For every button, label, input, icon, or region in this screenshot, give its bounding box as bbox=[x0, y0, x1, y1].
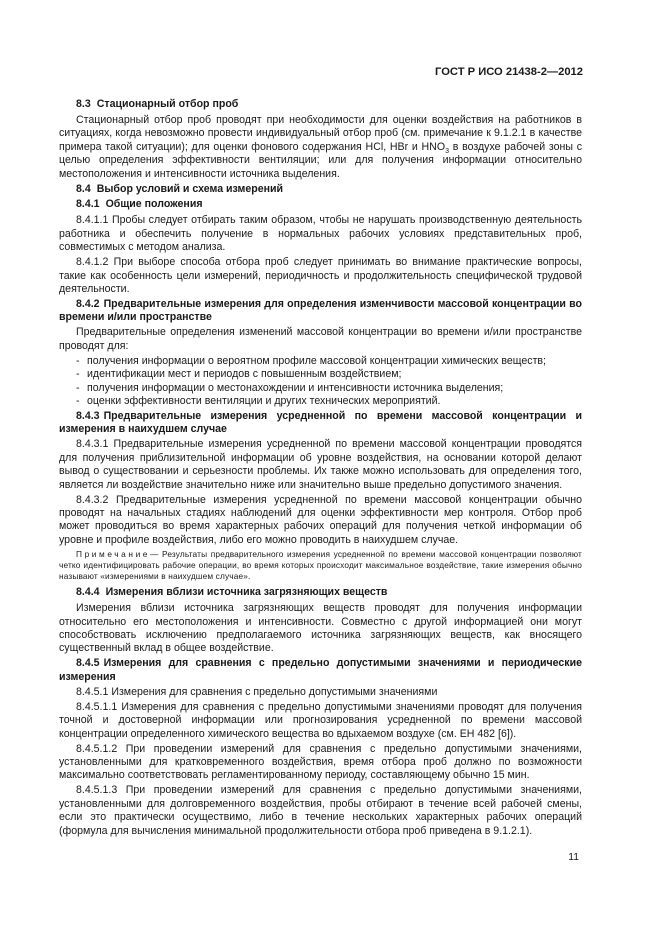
paragraph-8-4-4: Измерения вблизи источника загрязняющих веществ проводят для получения информации относительно его местоположения и интенсивности. Совместно с другой информацией они могут способствовать исключению предполагаемого источника загрязняющих веществ, как вносящего существенный вклад в общее воздействие. bbox=[59, 602, 582, 655]
paragraph-8-4-5-1-2: 8.4.5.1.2 При проведении измерений для сравнения с предельно допустимыми значениями, установленными для кратковременного воздействия, время отбора проб должно по возможности максимально соответствовать регламентированному периоду, составляющему обычно 15 мин. bbox=[59, 742, 582, 782]
page-content bbox=[59, 97, 582, 840]
paragraph-8-4-3-1: 8.4.3.1 Предварительные измерения усредненной по времени массовой концентрации проводятся для получения приблизительной информации об уровне воздействия, на основании которой делают вывод о существовании и серьезности проблемы. Их также можно использовать для определения того, является ли воздействие значительно ниже или значительно выше предельно допустимого значения. bbox=[59, 438, 582, 491]
standard-header: ГОСТ Р ИСО 21438-2—2012 bbox=[435, 66, 583, 78]
paragraph-8-4-1-2: 8.4.1.2 При выборе способа отбора проб следует принимать во внимание практические вопросы, такие как особенность цели измерений, периодичность и продолжительность специфической трудовой деятельности. bbox=[59, 256, 582, 295]
note-label: Примечание bbox=[76, 549, 151, 560]
section-heading-8-4-3: 8.4.3 Предварительные измерения усредненной по времени массовой концентрации и измерения в наихудшем случае bbox=[59, 410, 582, 436]
paragraph-8-4-3-2: 8.4.3.2 Предварительные измерения усредненной по времени массовой концентрации обычно проводят на начальных стадиях наблюдений для оценки эффективности мер контроля. Отбор проб может проводиться во время характерных рабочих операций для получения четкой информации об уровне и профиле воздействия, либо его можно проводить в наихудшем случае. bbox=[59, 493, 582, 546]
section-heading-8-4-5: 8.4.5 Измерения для сравнения с предельно допустимыми значениями и периодические измерения bbox=[59, 657, 582, 683]
list-item: - идентификации мест и периодов с повышенным воздействием; bbox=[76, 368, 402, 381]
list-item: - получения информации о вероятном профиле массовой концентрации химических веществ; bbox=[76, 354, 547, 367]
purpose-list bbox=[59, 355, 582, 409]
section-heading-8-4: 8.4 Выбор условий и схема измерений bbox=[76, 182, 284, 195]
page-number: 11 bbox=[568, 852, 579, 863]
paragraph-8-4-5-1-3: 8.4.5.1.3 При проведении измерений для сравнения с предельно допустимыми значениями, установленными для долговременного воздействия, пробы отбирают в течение всей рабочей смены, если это практически осуществимо, либо в течение нескольких характерных рабочих операций (формула для вычисления минимальной продолжительности отбора проб приведена в 9.1.2.1). bbox=[59, 784, 582, 837]
section-heading-8-3: 8.3 Стационарный отбор проб bbox=[76, 98, 239, 110]
paragraph-8-4-5-1: 8.4.5.1 Измерения для сравнения с предельно допустимыми значениями bbox=[76, 685, 438, 698]
list-item: - оценки эффективности вентиляции и других технических мероприятий. bbox=[76, 395, 441, 407]
section-heading-8-4-2: 8.4.2 Предварительные измерения для определения изменчивости массовой концентрации во времени и/или пространстве bbox=[59, 297, 582, 324]
note: Примечание— Результаты предварительного измерения усредненной по времени массовой концентрации позволяют четко идентифицировать рабочие операции, во время которых происходит максимальное воздействие, такие измерения обычно называют «измерениями в наихудшем случае». bbox=[59, 549, 582, 582]
list-item: - получения информации о местонахождении и интенсивности источника выделения; bbox=[76, 381, 504, 394]
section-heading-8-4-1: 8.4.1 Общие положения bbox=[76, 198, 203, 211]
section-heading-8-4-4: 8.4.4 Измерения вблизи источника загрязняющих веществ bbox=[76, 586, 388, 599]
paragraph-8-4-2-intro: Предварительные определения изменений массовой концентрации во времени и/или пространстве проводят для: bbox=[59, 326, 582, 352]
paragraph-8-4-5-1-1: 8.4.5.1.1 Измерения для сравнения с предельно допустимыми значениями проводят для получения точной и достоверной информации или прогнозирования усредненной по времени массовой концентрации определенного химического вещества во вдыхаемом воздухе (см. ЕН 482 [6]). bbox=[59, 700, 582, 740]
paragraph-8-3: Стационарный отбор проб проводят при необходимости для оценки воздействия на работников в ситуациях, когда невозможно провести индивидуальный отбор проб (см. примечание к 9.1.2.1 в качестве примера такой ситуации); для оценки фонового содержания HCl, HBr и $HNO_3$ в воздухе рабочей зоны с целью определения эффективности вентиляции; или для получения информации относительно местоположения и интенсивности источника выделения. bbox=[59, 113, 583, 180]
paragraph-8-4-1-1: 8.4.1.1 Пробы следует отбирать таким образом, чтобы не нарушать производственную деятельность работника и обеспечить получение в нормальных рабочих условиях представительных проб, совместимых с методом анализа. bbox=[59, 214, 582, 254]
